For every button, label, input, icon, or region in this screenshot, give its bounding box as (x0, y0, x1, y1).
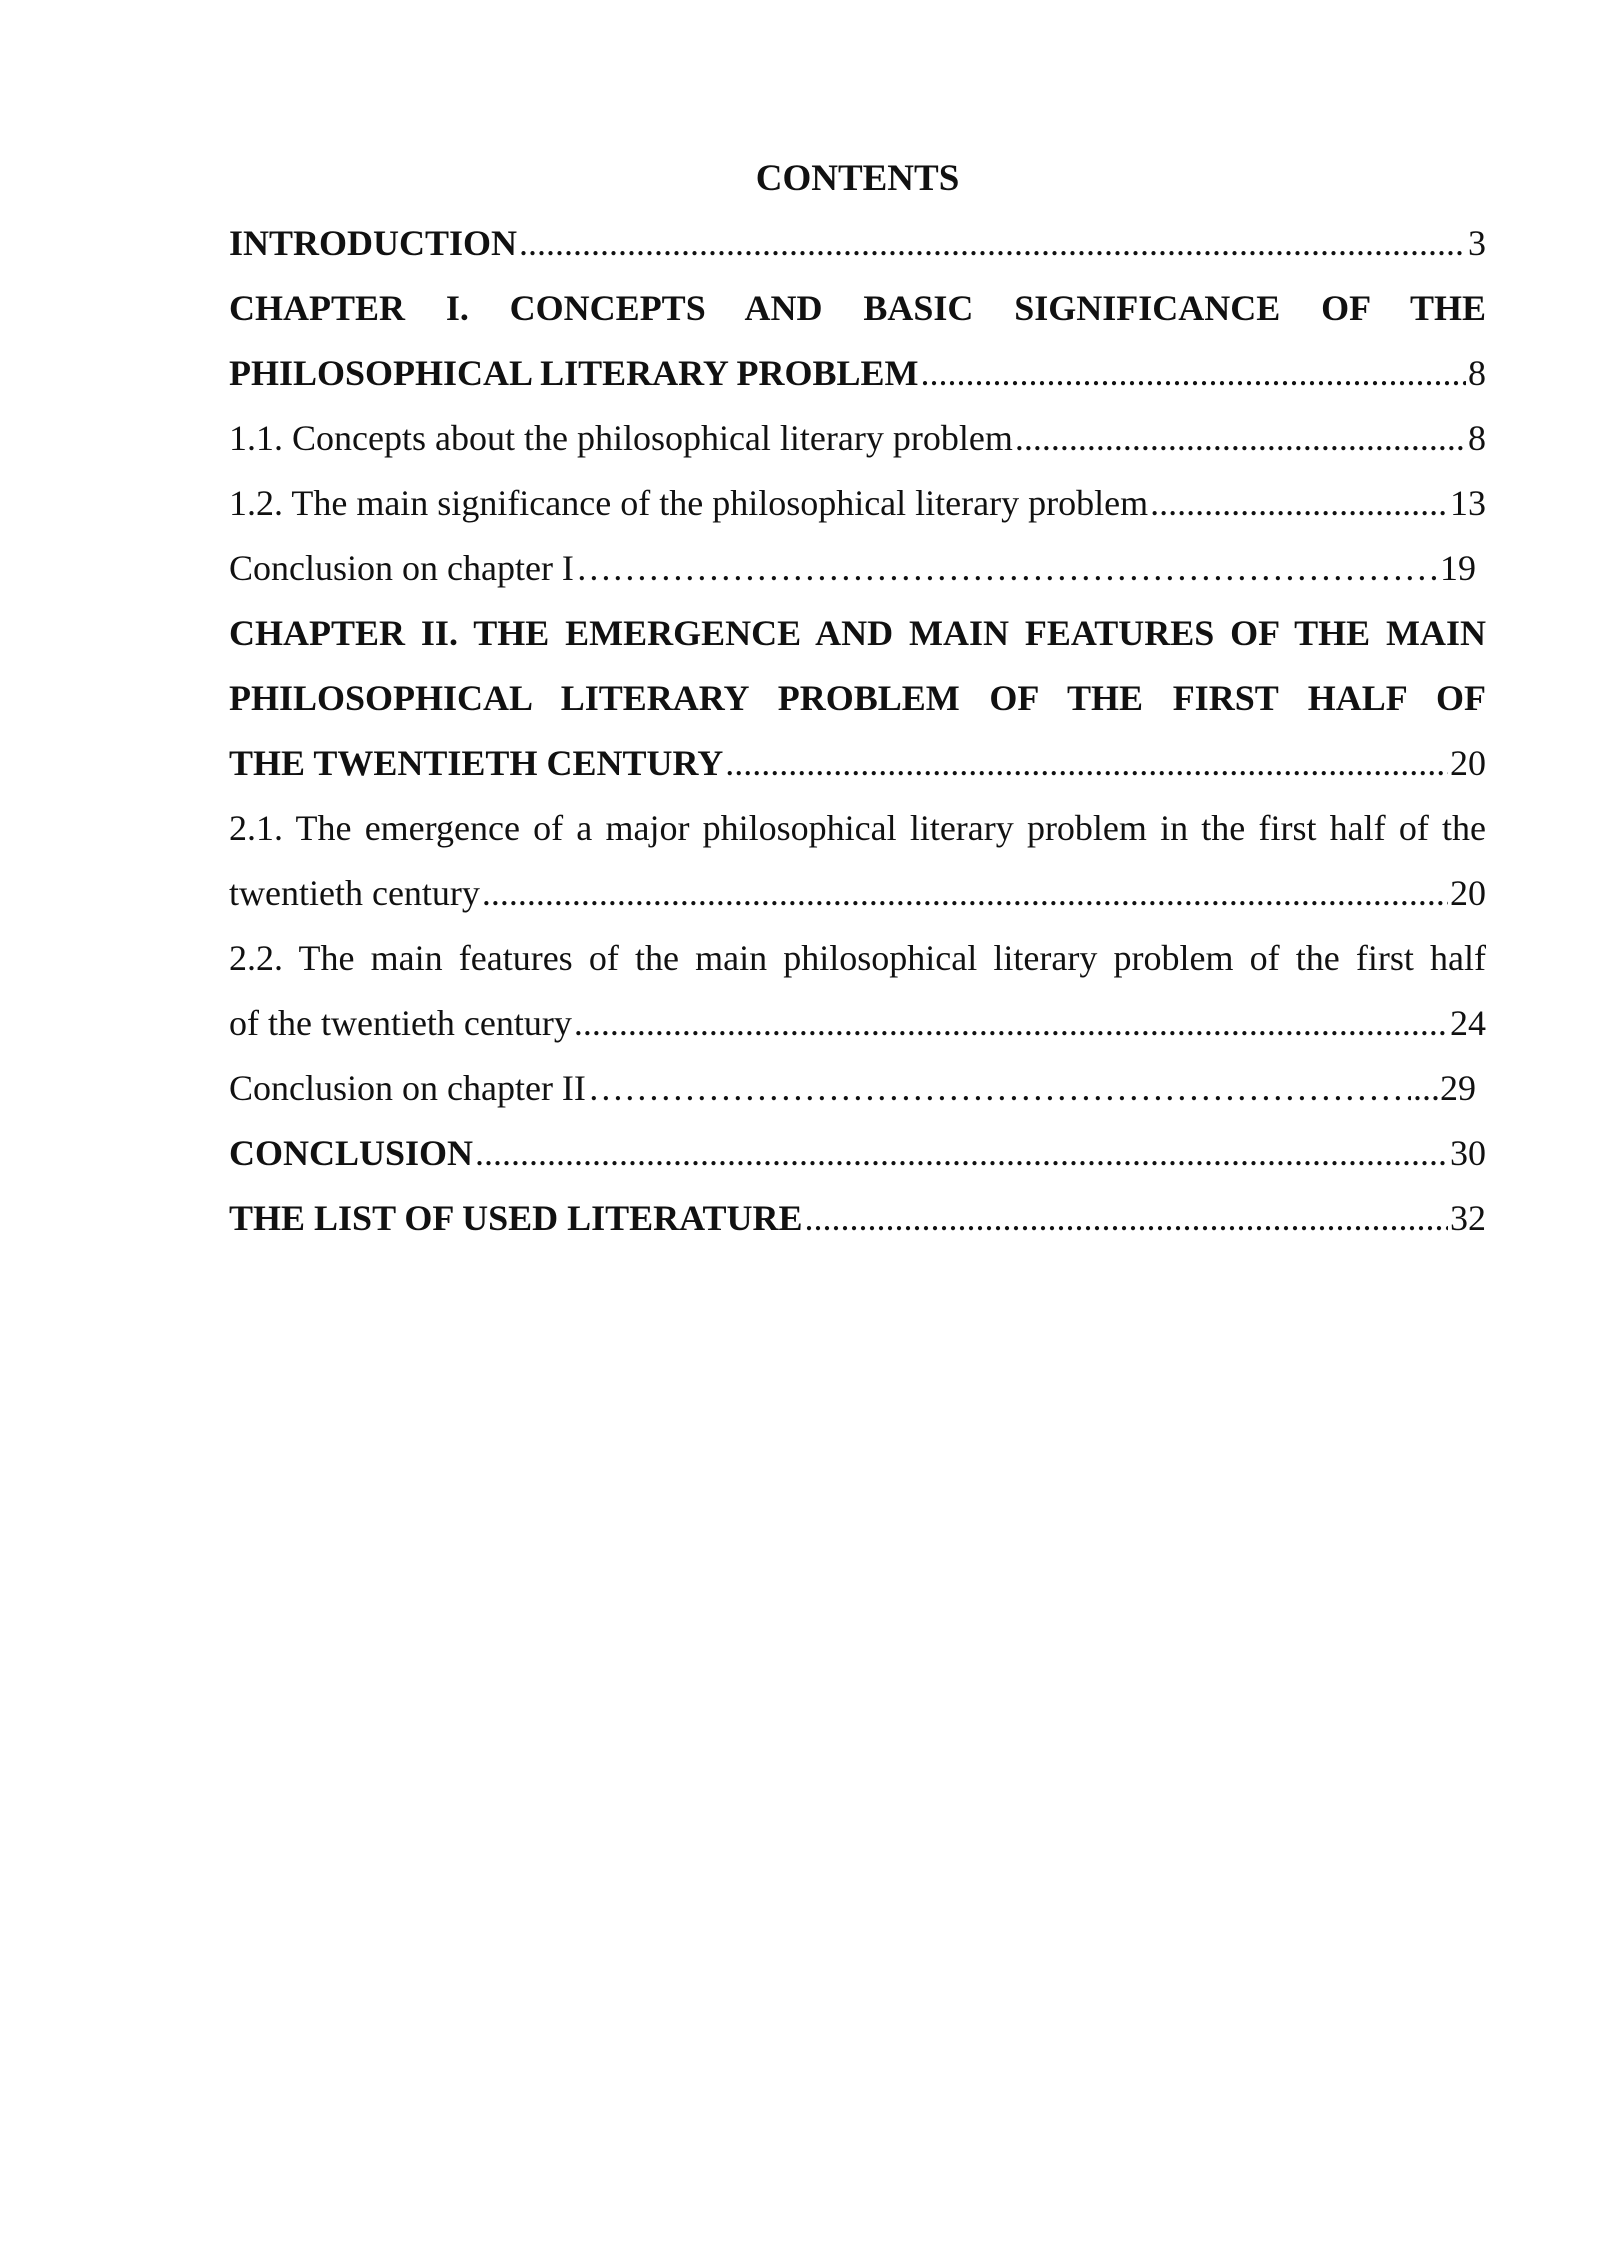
dot-leader (519, 211, 1466, 276)
toc-entry-title-line: PHILOSOPHICAL LITERARY PROBLEM OF THE FIRST HALF OF (229, 678, 1486, 718)
toc-page-number: 3 (1468, 223, 1486, 263)
dot-leader (588, 1056, 1411, 1121)
dot-leader (1150, 471, 1448, 536)
toc-entry-conclusion-chapter-2[interactable] (229, 1056, 1486, 1121)
dot-leader (725, 731, 1448, 796)
dot-leader (574, 991, 1448, 1056)
toc-page-number: 19 (1440, 548, 1476, 588)
table-of-contents (229, 211, 1486, 1251)
toc-entry-title-line: 2.2. The main features of the main philosophical literary problem of the first half (229, 938, 1486, 978)
toc-entry-title: twentieth century (229, 873, 480, 913)
page-title: CONTENTS (755, 158, 960, 199)
toc-entry-1-1[interactable] (229, 406, 1486, 471)
toc-entry-title-line: CHAPTER I. CONCEPTS AND BASIC SIGNIFICANCE OF THE (229, 288, 1486, 328)
toc-page-number: 20 (1450, 743, 1486, 783)
toc-entry-title: Conclusion on chapter II (229, 1068, 586, 1108)
toc-entry-title: 1.1. Concepts about the philosophical literary problem (229, 418, 1013, 458)
toc-entry-chapter-1[interactable] (229, 276, 1486, 406)
toc-entry-title-line: 2.1. The emergence of a major philosophical literary problem in the first half of the (229, 808, 1486, 848)
dot-leader (805, 1186, 1448, 1251)
toc-page-number: 8 (1468, 353, 1486, 393)
toc-entry-2-1[interactable] (229, 796, 1486, 926)
dot-leader (482, 861, 1448, 926)
dot-leader (576, 536, 1438, 601)
toc-page-number: 20 (1450, 873, 1486, 913)
toc-page-number: 30 (1450, 1133, 1486, 1173)
toc-page-number: 13 (1450, 483, 1486, 523)
toc-entry-chapter-2[interactable] (229, 601, 1486, 796)
toc-entry-literature[interactable] (229, 1186, 1486, 1251)
toc-page-number: ...29 (1413, 1068, 1476, 1108)
toc-entry-title: CONCLUSION (229, 1133, 474, 1173)
toc-entry-conclusion-chapter-1[interactable] (229, 536, 1486, 601)
toc-entry-title: INTRODUCTION (229, 223, 518, 263)
toc-page-number: 8 (1468, 418, 1486, 458)
toc-entry-title: PHILOSOPHICAL LITERARY PROBLEM (229, 353, 919, 393)
toc-entry-title: Conclusion on chapter I (229, 548, 574, 588)
dot-leader (475, 1121, 1448, 1186)
toc-entry-1-2[interactable] (229, 471, 1486, 536)
toc-page-number: 32 (1450, 1198, 1486, 1238)
toc-entry-title-line: CHAPTER II. THE EMERGENCE AND MAIN FEATURES OF THE MAIN (229, 613, 1486, 653)
dot-leader (1015, 406, 1466, 471)
toc-entry-conclusion[interactable] (229, 1121, 1486, 1186)
dot-leader (921, 341, 1466, 406)
toc-entry-introduction[interactable] (229, 211, 1486, 276)
toc-entry-title: THE TWENTIETH CENTURY (229, 743, 724, 783)
toc-entry-title: 1.2. The main significance of the philosophical literary problem (229, 483, 1149, 523)
toc-entry-title: THE LIST OF USED LITERATURE (229, 1198, 803, 1238)
toc-entry-title: of the twentieth century (229, 1003, 572, 1043)
document-page (229, 146, 1486, 1251)
toc-page-number: 24 (1450, 1003, 1486, 1043)
toc-entry-2-2[interactable] (229, 926, 1486, 1056)
